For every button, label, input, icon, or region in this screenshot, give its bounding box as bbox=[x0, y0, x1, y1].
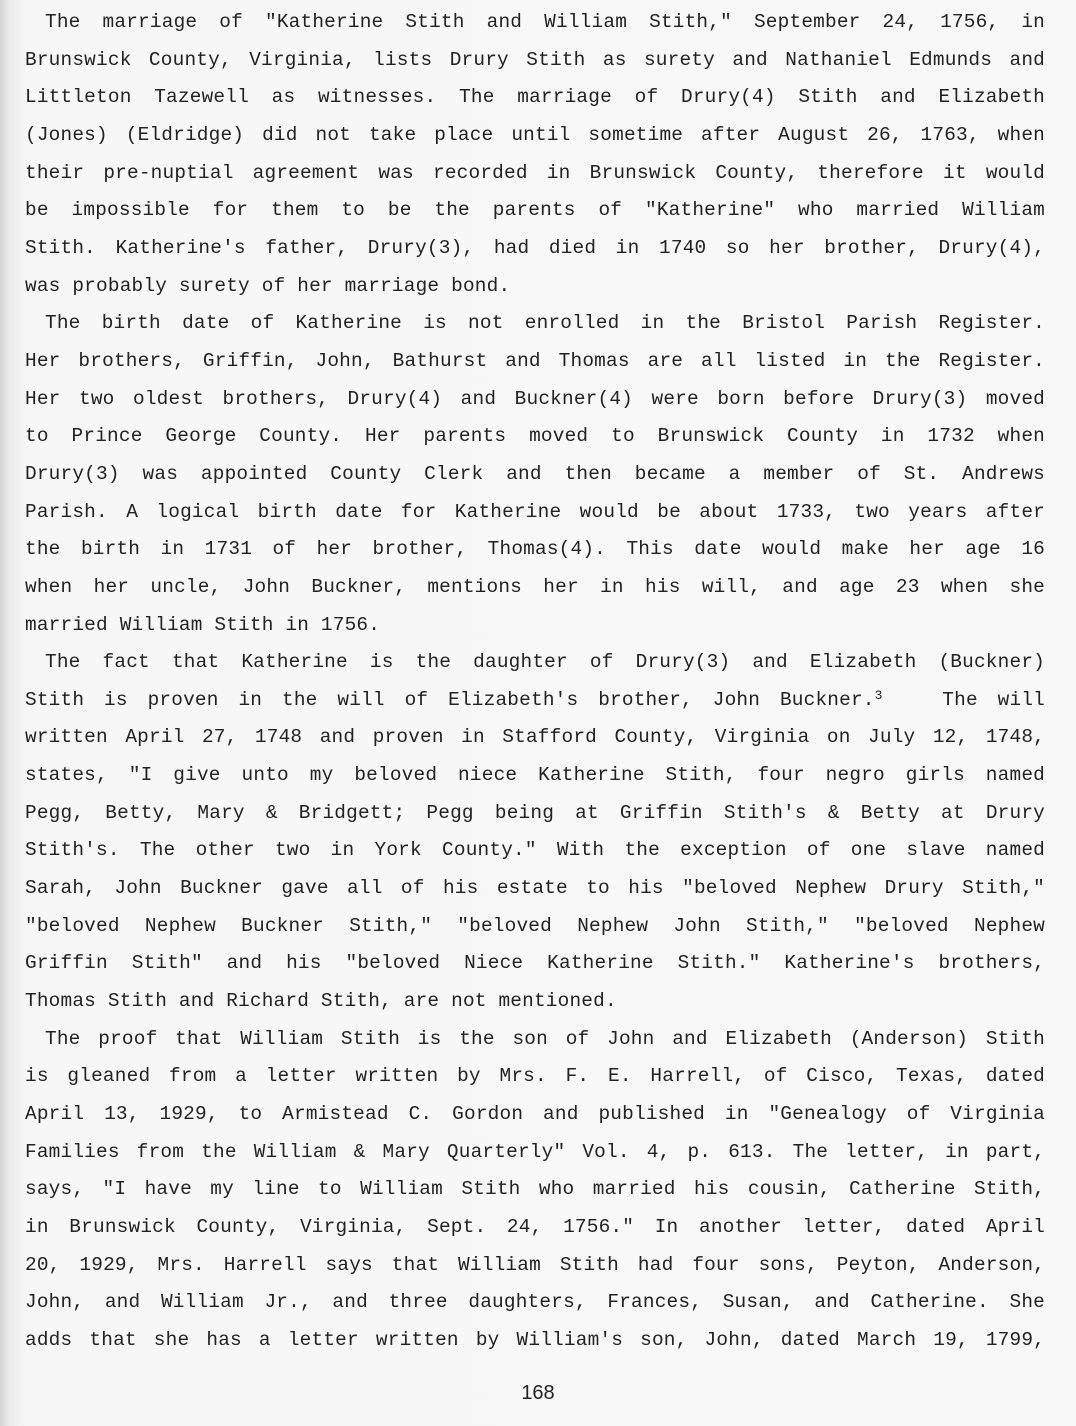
text-line: to Prince George County. Her parents moved to Brunswick County in 1732 when bbox=[25, 425, 1045, 448]
text-line: says, "I have my line to William Stith who married his cousin, Catherine Stith, bbox=[25, 1178, 1045, 1201]
text-line: Sarah, John Buckner gave all of his estate to his "beloved Nephew Drury Stith," bbox=[25, 877, 1045, 900]
text-line: The birth date of Katherine is not enrolled in the Bristol Parish Register. bbox=[45, 312, 1045, 335]
paragraph-birth-date bbox=[25, 305, 1045, 644]
text-line: was probably surety of her marriage bond. bbox=[25, 274, 511, 297]
text-line: in Brunswick County, Virginia, Sept. 24, 1756." In another letter, dated April bbox=[25, 1216, 1045, 1238]
text-line: Her two oldest brothers, Drury(4) and Buckner(4) were born before Drury(3) moved bbox=[25, 387, 1045, 410]
text-fragment: Stith is proven in the will of Elizabeth's brother, John Buckner. bbox=[25, 688, 875, 711]
text-line: is gleaned from a letter written by Mrs. F. E. Harrell, of Cisco, Texas, dated bbox=[25, 1065, 1045, 1088]
text-line: Littleton Tazewell as witnesses. The marriage of Drury(4) Stith and Elizabeth bbox=[25, 86, 1045, 109]
text-fragment: The will bbox=[942, 688, 1046, 711]
text-line: Parish. A logical birth date for Katherine would be about 1733, two years after bbox=[25, 500, 1045, 523]
paragraph-will-proof bbox=[25, 644, 1045, 1021]
text-line: Families from the William & Mary Quarterly" Vol. 4, p. 613. The letter, in part, bbox=[25, 1140, 1045, 1163]
paragraph-letter-proof bbox=[25, 1021, 1045, 1360]
text-line: April 13, 1929, to Armistead C. Gordon and published in "Genealogy of Virginia bbox=[25, 1103, 1045, 1126]
text-line: "beloved Nephew Buckner Stith," "beloved Nephew John Stith," "beloved Nephew bbox=[25, 914, 1045, 937]
text-line: Brunswick County, Virginia, lists Drury Stith as surety and Nathaniel Edmunds and bbox=[25, 48, 1045, 71]
text-line: 20, 1929, Mrs. Harrell says that William Stith had four sons, Peyton, Anderson, bbox=[25, 1253, 1045, 1276]
text-line-with-footnote bbox=[25, 682, 1045, 720]
text-line: Drury(3) was appointed County Clerk and then became a member of St. Andrews bbox=[25, 462, 1045, 485]
text-line: be impossible for them to be the parents of "Katherine" who married William bbox=[25, 199, 1045, 222]
text-line: adds that she has a letter written by William's son, John, dated March 19, 1799, bbox=[25, 1328, 1045, 1351]
text-line: Griffin Stith" and his "beloved Niece Katherine Stith." Katherine's brothers, bbox=[25, 952, 1045, 975]
text-line: the birth in 1731 of her brother, Thomas(4). This date would make her age 16 bbox=[25, 538, 1045, 561]
text-line: written April 27, 1748 and proven in Stafford County, Virginia on July 12, 1748, bbox=[25, 726, 1045, 749]
page-number: 168 bbox=[521, 1382, 555, 1404]
text-line: when her uncle, John Buckner, mentions her in his will, and age 23 when she bbox=[25, 575, 1045, 598]
text-line: John, and William Jr., and three daughters, Frances, Susan, and Catherine. She bbox=[25, 1291, 1045, 1314]
text-line: Her brothers, Griffin, John, Bathurst and Thomas are all listed in the Register. bbox=[25, 349, 1045, 372]
footnote-marker: 3 bbox=[874, 687, 883, 703]
text-line: Thomas Stith and Richard Stith, are not mentioned. bbox=[25, 990, 617, 1013]
text-line: (Jones) (Eldridge) did not take place until sometime after August 26, 1763, when bbox=[25, 123, 1045, 146]
text-line: their pre-nuptial agreement was recorded in Brunswick County, therefore it would bbox=[25, 161, 1045, 184]
document-page bbox=[25, 4, 1045, 1360]
text-line: married William Stith in 1756. bbox=[25, 613, 381, 636]
paragraph-marriage-record bbox=[25, 4, 1045, 305]
text-line: The fact that Katherine is the daughter of Drury(3) and Elizabeth (Buckner) bbox=[45, 651, 1045, 674]
text-line: The proof that William Stith is the son of John and Elizabeth (Anderson) Stith bbox=[45, 1027, 1045, 1050]
text-line: Stith's. The other two in York County." With the exception of one slave named bbox=[25, 839, 1045, 862]
text-line: states, "I give unto my beloved niece Katherine Stith, four negro girls named bbox=[25, 764, 1045, 787]
text-line: Stith. Katherine's father, Drury(3), had died in 1740 so her brother, Drury(4), bbox=[25, 236, 1045, 259]
text-line: Pegg, Betty, Mary & Bridgett; Pegg being at Griffin Stith's & Betty at Drury bbox=[25, 801, 1045, 824]
text-line: The marriage of "Katherine Stith and William Stith," September 24, 1756, in bbox=[45, 11, 1045, 33]
